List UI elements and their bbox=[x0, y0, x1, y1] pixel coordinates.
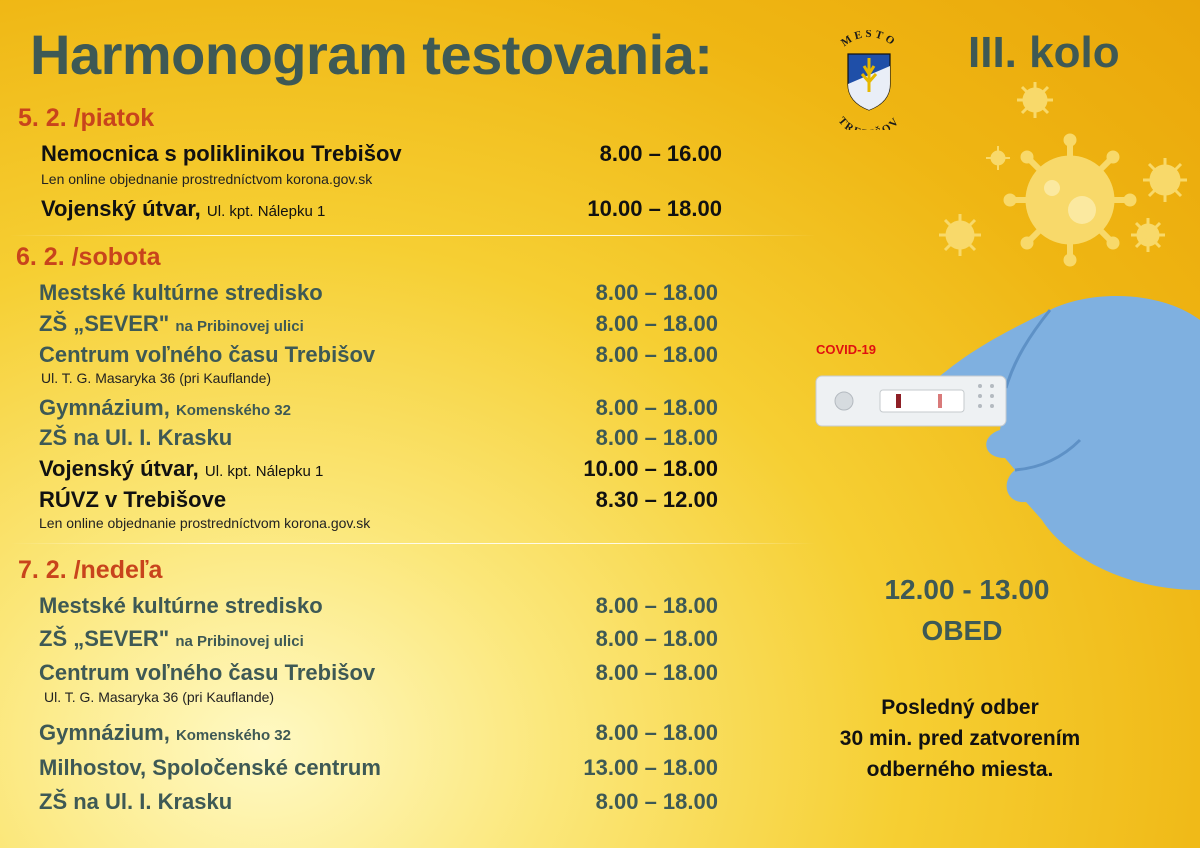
virus-icon bbox=[1017, 82, 1053, 118]
location-name: Gymnázium, Komenského 32 bbox=[39, 395, 291, 420]
virus-decoration bbox=[920, 80, 1200, 290]
location-name: ZŠ „SEVER" na Pribinovej ulici bbox=[39, 626, 304, 651]
location-name: ZŠ „SEVER" na Pribinovej ulici bbox=[39, 311, 304, 336]
location-name: Centrum voľného času Trebišov bbox=[39, 660, 376, 685]
crest-icon bbox=[826, 30, 912, 130]
location-name: ZŠ na Ul. I. Krasku bbox=[39, 425, 233, 450]
location-note: Ul. T. G. Masaryka 36 (pri Kauflande) bbox=[41, 370, 272, 386]
location-note: Len online objednanie prostredníctvom korona.gov.sk bbox=[39, 515, 371, 531]
city-crest bbox=[826, 30, 912, 130]
svg-text:TREBIŠOV: TR OV bbox=[835, 114, 903, 130]
day-heading: 6. 2. /sobota bbox=[16, 243, 161, 271]
time-range: 8.00 – 18.00 bbox=[595, 342, 718, 367]
day-heading: 5. 2. /piatok bbox=[18, 104, 155, 132]
location-name: Mestské kultúrne stredisko bbox=[39, 593, 323, 618]
page-title: Harmonogram testovania: bbox=[30, 23, 713, 86]
location-name: Mestské kultúrne stredisko bbox=[39, 280, 323, 305]
location-name: Vojenský útvar, Ul. kpt. Nálepku 1 bbox=[41, 196, 326, 221]
location-name: ZŠ na Ul. I. Krasku bbox=[39, 789, 233, 814]
divider bbox=[10, 235, 816, 236]
virus-icon bbox=[1131, 218, 1165, 252]
time-range: 8.00 – 18.00 bbox=[595, 311, 718, 336]
day-heading: 7. 2. /nedeľa bbox=[18, 556, 163, 584]
time-range: 10.00 – 18.00 bbox=[587, 196, 722, 221]
time-range: 8.00 – 18.00 bbox=[595, 425, 718, 450]
time-range: 8.00 – 18.00 bbox=[595, 789, 718, 814]
time-range: 8.00 – 18.00 bbox=[595, 593, 718, 618]
virus-icon bbox=[1004, 134, 1136, 266]
location-name: Milhostov, Spoločenské centrum bbox=[39, 755, 381, 780]
virus-icon bbox=[986, 146, 1010, 170]
location-name: Nemocnica s poliklinikou Trebišov bbox=[41, 141, 402, 166]
time-range: 8.00 – 18.00 bbox=[595, 660, 718, 685]
time-range: 8.00 – 18.00 bbox=[595, 720, 718, 745]
virus-icon bbox=[939, 214, 981, 256]
time-range: 8.00 – 18.00 bbox=[595, 280, 718, 305]
lunch-time: 12.00 - 13.00 bbox=[884, 574, 1050, 605]
glove-test-illustration bbox=[800, 290, 1200, 600]
time-range: 8.30 – 12.00 bbox=[595, 487, 718, 512]
svg-text:MESTO: MESTO bbox=[838, 30, 900, 50]
location-note: Ul. T. G. Masaryka 36 (pri Kauflande) bbox=[44, 689, 275, 705]
covid-label: COVID-19 bbox=[816, 342, 876, 357]
time-range: 10.00 – 18.00 bbox=[583, 456, 718, 481]
round-label: III. kolo bbox=[968, 28, 1120, 77]
location-name: RÚVZ v Trebišove bbox=[39, 487, 227, 512]
virus-icon bbox=[1143, 158, 1187, 202]
time-range: 8.00 – 16.00 bbox=[599, 141, 722, 166]
location-name: Gymnázium, Komenského 32 bbox=[39, 720, 291, 745]
time-range: 8.00 – 18.00 bbox=[595, 395, 718, 420]
location-note: Len online objednanie prostredníctvom korona.gov.sk bbox=[41, 171, 373, 187]
time-range: 13.00 – 18.00 bbox=[583, 755, 718, 780]
location-name: Centrum voľného času Trebišov bbox=[39, 342, 376, 367]
glove-icon bbox=[932, 296, 1200, 590]
last-sample-note: Posledný odber 30 min. pred zatvorením odberného miesta. bbox=[839, 696, 1081, 781]
location-name: Vojenský útvar, Ul. kpt. Nálepku 1 bbox=[39, 456, 324, 481]
time-range: 8.00 – 18.00 bbox=[595, 626, 718, 651]
lunch-label: OBED bbox=[921, 615, 1003, 646]
divider bbox=[10, 543, 816, 544]
